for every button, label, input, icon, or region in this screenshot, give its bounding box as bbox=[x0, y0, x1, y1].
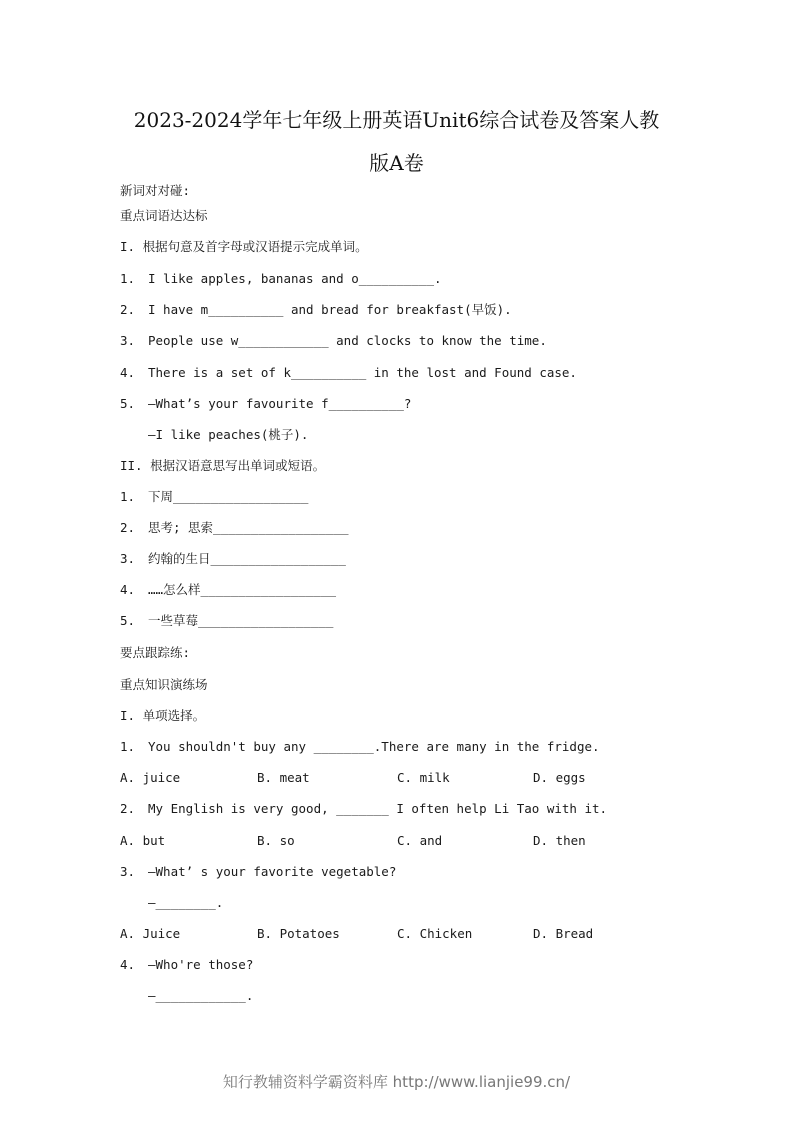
part2-item bbox=[120, 551, 346, 567]
item-number: 4. bbox=[120, 365, 136, 380]
item-text: 约翰的生日__________________ bbox=[148, 551, 346, 566]
item-text: ……怎么样__________________ bbox=[148, 582, 337, 597]
mc-reply-blank: —________. bbox=[148, 895, 224, 910]
section-label-practice: 要点跟踪练: bbox=[120, 645, 191, 660]
question-text: You shouldn't buy any ________.There are many in the fridge. bbox=[148, 739, 600, 754]
mc-question bbox=[120, 801, 607, 817]
option-d: D. eggs bbox=[533, 770, 586, 785]
item-number: 5. bbox=[120, 613, 136, 628]
section-label-key-words: 重点词语达达标 bbox=[120, 208, 208, 223]
item-text: I have m__________ and bread for breakfast(早饭). bbox=[148, 302, 512, 317]
option-a: A. Juice bbox=[120, 926, 181, 941]
mc-question bbox=[120, 864, 396, 880]
part1-item5-reply: —I like peaches(桃子). bbox=[148, 427, 309, 442]
document-title-line2: 版A卷 bbox=[369, 151, 424, 175]
item-text: 一些草莓__________________ bbox=[148, 613, 334, 628]
item-text: 下周__________________ bbox=[148, 489, 309, 504]
part1-heading: I. 根据句意及首字母或汉语提示完成单词。 bbox=[120, 239, 368, 254]
item-text: There is a set of k__________ in the lost and Found case. bbox=[148, 365, 577, 380]
part2-item bbox=[120, 582, 336, 598]
part1-item bbox=[120, 302, 512, 318]
section-label-drill: 重点知识演练场 bbox=[120, 677, 208, 692]
option-b: B. meat bbox=[257, 770, 310, 785]
option-b: B. Potatoes bbox=[257, 926, 340, 941]
part1-item bbox=[120, 365, 577, 381]
item-number: 3. bbox=[120, 864, 136, 879]
mc-question bbox=[120, 739, 600, 755]
section-label-vocab: 新词对对碰: bbox=[120, 183, 191, 198]
item-number: 2. bbox=[120, 302, 136, 317]
part1-item bbox=[120, 396, 411, 412]
part2-item bbox=[120, 520, 349, 536]
item-number: 3. bbox=[120, 551, 136, 566]
item-text: 思考; 思索__________________ bbox=[148, 520, 349, 535]
item-number: 1. bbox=[120, 271, 136, 286]
item-number: 3. bbox=[120, 333, 136, 348]
option-d: D. then bbox=[533, 833, 586, 848]
item-number: 2. bbox=[120, 801, 136, 816]
option-a: A. juice bbox=[120, 770, 181, 785]
option-a: A. but bbox=[120, 833, 166, 848]
item-number: 5. bbox=[120, 396, 136, 411]
option-c: C. milk bbox=[397, 770, 450, 785]
part1-item bbox=[120, 333, 547, 349]
item-text: I like apples, bananas and o__________. bbox=[148, 271, 442, 286]
part2-item bbox=[120, 489, 308, 505]
option-b: B. so bbox=[257, 833, 295, 848]
option-d: D. Bread bbox=[533, 926, 594, 941]
option-c: C. Chicken bbox=[397, 926, 473, 941]
document-title-line1: 2023-2024学年七年级上册英语Unit6综合试卷及答案人教 bbox=[133, 108, 660, 132]
item-number: 4. bbox=[120, 957, 136, 972]
footer-watermark: 知行教辅资料学霸资料库 http://www.lianjie99.cn/ bbox=[222, 1073, 571, 1091]
item-text: People use w____________ and clocks to know the time. bbox=[148, 333, 547, 348]
question-text: My English is very good, _______ I often help Li Tao with it. bbox=[148, 801, 608, 816]
item-number: 1. bbox=[120, 489, 136, 504]
option-c: C. and bbox=[397, 833, 443, 848]
part1-item bbox=[120, 271, 442, 287]
mc-question bbox=[120, 957, 253, 973]
item-number: 2. bbox=[120, 520, 136, 535]
part2-heading: II. 根据汉语意思写出单词或短语。 bbox=[120, 458, 326, 473]
question-text: —What’ s your favorite vegetable? bbox=[148, 864, 397, 879]
part3-heading: I. 单项选择。 bbox=[120, 708, 206, 723]
part2-item bbox=[120, 613, 333, 629]
question-text: —Who're those? bbox=[148, 957, 254, 972]
mc-reply-blank: —____________. bbox=[148, 988, 254, 1003]
item-number: 1. bbox=[120, 739, 136, 754]
item-number: 4. bbox=[120, 582, 136, 597]
item-text: —What’s your favourite f__________? bbox=[148, 396, 412, 411]
